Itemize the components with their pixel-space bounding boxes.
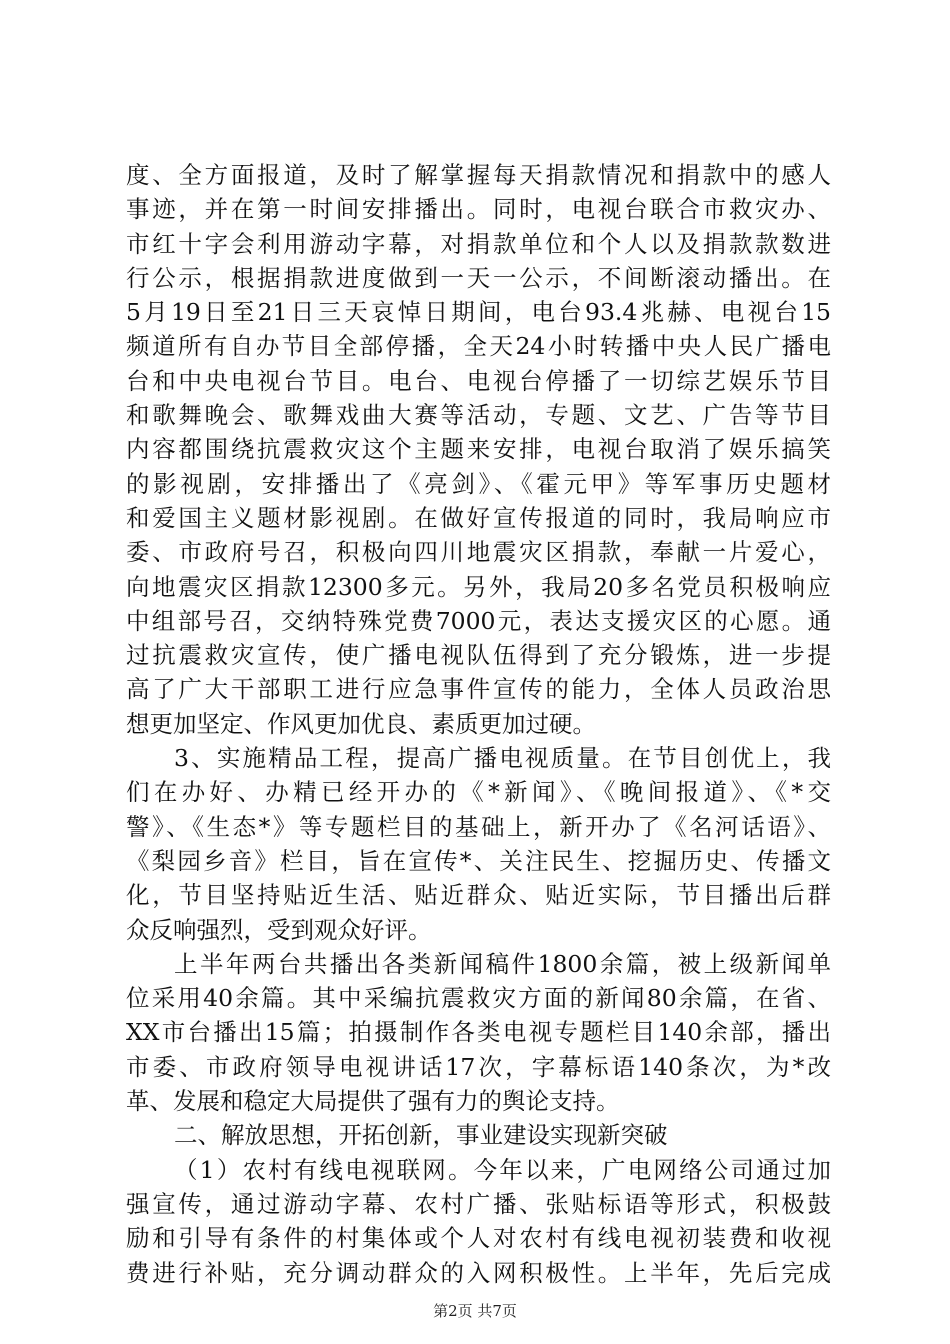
page-number: 第2页 共7页: [433, 1302, 517, 1320]
text-line: 中组部号召，交纳特殊党费7000元，表达支援灾区的心愿。通: [126, 606, 831, 635]
text-line: 向地震灾区捐款12300多元。另外，我局20多名党员积极响应: [126, 572, 831, 601]
section-heading: 二、解放思想，开拓创新，事业建设实现新突破: [174, 1121, 668, 1150]
text-line: 行公示，根据捐款进度做到一天一公示，不间断滚动播出。在: [126, 263, 831, 292]
text-line: 度、全方面报道，及时了解掌握每天捐款情况和捐款中的感人: [126, 161, 831, 189]
document-body: [126, 158, 831, 1290]
text-line: 高了广大干部职工进行应急事件宣传的能力，全体人员政治思: [126, 675, 831, 704]
text-line: 和歌舞晚会、歌舞戏曲大赛等活动，专题、文艺、广告等节目: [126, 401, 831, 430]
text-line: 们在办好、办精已经开办的《*新闻》、《晚间报道》、《*交: [126, 778, 831, 807]
text-line: 费进行补贴，充分调动群众的入网积极性。上半年，先后完成: [126, 1258, 831, 1287]
text-line: XX市台播出15篇；拍摄制作各类电视专题栏目140余部，播出: [126, 1018, 831, 1047]
text-line: 位采用40余篇。其中采编抗震救灾方面的新闻80余篇，在省、: [126, 984, 831, 1013]
text-line: 《梨园乡音》栏目，旨在宣传*、关注民生、挖掘历史、传播文: [126, 846, 831, 875]
text-line: 过抗震救灾宣传，使广播电视队伍得到了充分锻炼，进一步提: [126, 641, 831, 670]
text-line: 内容都围绕抗震救灾这个主题来安排，电视台取消了娱乐搞笑: [126, 435, 831, 464]
text-line: 和爱国主义题材影视剧。在做好宣传报道的同时，我局响应市: [126, 503, 831, 532]
text-line: 化，节目坚持贴近生活、贴近群众、贴近实际，节目播出后群: [126, 881, 831, 910]
text-line: 众反响强烈，受到观众好评。: [126, 915, 432, 944]
text-line: 上半年两台共播出各类新闻稿件1800余篇，被上级新闻单: [174, 949, 831, 978]
text-line: 5月19日至21日三天哀悼日期间，电台93.4兆赫、电视台15: [126, 298, 831, 327]
text-line: 市委、市政府领导电视讲话17次，字幕标语140条次，为*改: [126, 1052, 831, 1081]
text-line: 的影视剧，安排播出了《亮剑》、《霍元甲》等军事历史题材: [126, 469, 831, 498]
text-line: 频道所有自办节目全部停播，全天24小时转播中央人民广播电: [126, 332, 831, 361]
text-line: 励和引导有条件的村集体或个人对农村有线电视初装费和收视: [126, 1224, 831, 1253]
text-line: 事迹，并在第一时间安排播出。同时，电视台联合市救灾办、: [126, 195, 831, 224]
text-line: 革、发展和稳定大局提供了强有力的舆论支持。: [126, 1087, 620, 1116]
text-line: 委、市政府号召，积极向四川地震灾区捐款，奉献一片爱心，: [126, 538, 831, 567]
text-line: 警》、《生态*》等专题栏目的基础上，新开办了《名河话语》、: [126, 812, 831, 841]
text-line: 市红十字会利用游动字幕，对捐款单位和个人以及捐款款数进: [126, 229, 831, 258]
text-line: 台和中央电视台节目。电台、电视台停播了一切综艺娱乐节目: [126, 366, 831, 395]
text-line: 想更加坚定、作风更加优良、素质更加过硬。: [126, 709, 596, 738]
text-line: （1）农村有线电视联网。今年以来，广电网络公司通过加: [174, 1155, 831, 1184]
text-line: 3、实施精品工程，提高广播电视质量。在节目创优上，我: [174, 744, 831, 773]
text-line: 强宣传，通过游动字幕、农村广播、张贴标语等形式，积极鼓: [126, 1189, 831, 1218]
